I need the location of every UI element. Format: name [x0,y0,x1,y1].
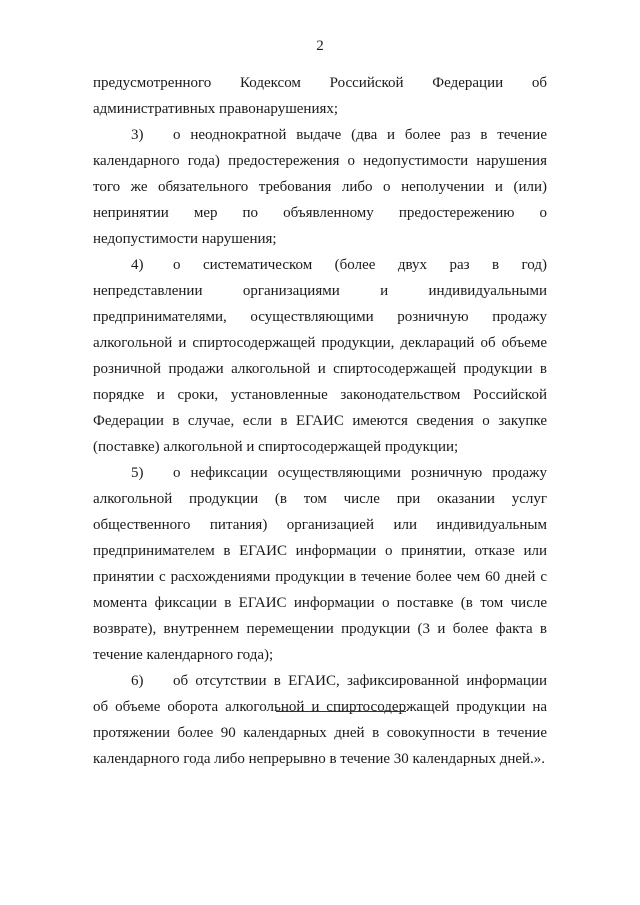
paragraph-text: предусмотренного Кодексом Российской Федерации об административных правонарушениях; [93,75,547,117]
list-item-number: 3) [131,127,144,143]
list-item-text: об отсутствии в ЕГАИС, зафиксированной информации об объеме оборота алкогольной и спиртосодержащей продукции на протяжении более 90 календарных дней в совокупности в течение календарного года либо непрерывно в течение 30 календарных дней.». [93,673,547,767]
document-body [93,70,547,772]
list-item-3 [93,122,547,252]
list-item-number: 4) [131,257,144,273]
end-divider [276,711,406,712]
paragraph-continuation [93,70,547,122]
list-item-5 [93,460,547,668]
list-item-text: о неоднократной выдаче (два и более раз в течение календарного года) предостережения о недопустимости нарушения того же обязательного требования либо о неполучении и (или) непринятии мер по объявленному предостережению о недопустимости нарушения; [93,127,547,247]
list-item-text: о систематическом (более двух раз в год) непредставлении организациями и индивидуальными предпринимателями, осуществляющими розничную продажу алкогольной и спиртосодержащей продукции, деклараций об объеме розничной продажи алкогольной и спиртосодержащей продукции в порядке и сроки, установленные законодательством Российской Федерации в случае, если в ЕГАИС имеются сведения о закупке (поставке) алкогольной и спиртосодержащей продукции; [93,257,547,455]
list-item-6 [93,668,547,772]
list-item-number: 5) [131,465,144,481]
list-item-text: о нефиксации осуществляющими розничную продажу алкогольной продукции (в том числе при оказании услуг общественного питания) организацией или индивидуальным предпринимателем в ЕГАИС информации о принятии, отказе или принятии с расхождениями продукции в течение более чем 60 дней с момента фиксации в ЕГАИС информации о поставке (в том числе возврате), внутреннем перемещении продукции (3 и более факта в течение календарного года); [93,465,547,663]
page-number: 2 [316,38,324,54]
list-item-4 [93,252,547,460]
list-item-number: 6) [131,673,144,689]
